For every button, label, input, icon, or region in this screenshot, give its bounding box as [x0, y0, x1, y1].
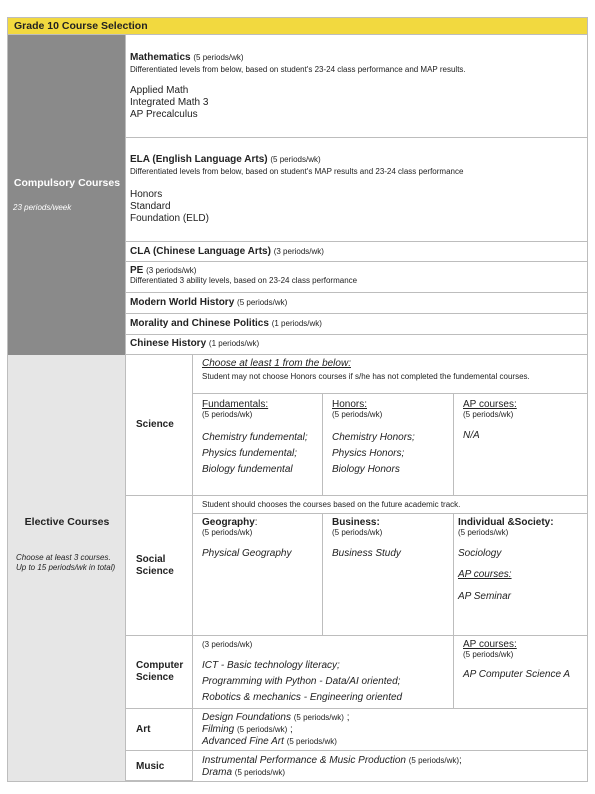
ela-desc: Differentiated levels from below, based on student's MAP results and 23-24 class performance	[130, 167, 464, 176]
pe-desc: Differentiated 3 ability levels, based on 23-24 class performance	[130, 276, 358, 285]
cs-ap: AP courses: (5 periods/wk) AP Computer Science A	[463, 639, 585, 680]
math-periods: (5 periods/wk)	[193, 53, 244, 62]
social-area	[193, 496, 587, 636]
science-fundamentals: Fundamentals: (5 periods/wk) Chemistry fundemental; Physics fundemental; Biology fundemental	[202, 399, 320, 478]
cs-area	[193, 636, 587, 709]
elective-title: Elective Courses	[24, 516, 110, 528]
course-item: Drama (5 periods/wk)	[202, 767, 286, 778]
cla-periods: (3 periods/wk)	[273, 247, 324, 256]
social-individual-society: Individual &Society: (5 periods/wk) Sociology AP courses: AP Seminar	[458, 517, 583, 602]
science-instruction: Choose at least 1 from the below:	[202, 358, 351, 369]
cla-name: CLA (Chinese Language Arts)	[130, 246, 271, 257]
music-area	[193, 751, 587, 781]
course-item: Sociology	[458, 548, 502, 559]
row-mathematics	[126, 35, 587, 138]
row-pe	[126, 262, 587, 293]
ela-level: Honors	[130, 189, 163, 200]
ela-level: Standard	[130, 201, 171, 212]
row-ela	[126, 138, 587, 242]
row-chinese-history	[126, 335, 587, 355]
compulsory-note: 23 periods/week	[13, 203, 72, 212]
course-item: Physics fundemental;	[202, 448, 298, 459]
social-rule: Student should chooses the courses based on the future academic track.	[202, 500, 461, 509]
ela-name: ELA (English Language Arts)	[130, 154, 268, 165]
subject-science: Science	[126, 355, 193, 496]
course-item: Physics Honors;	[332, 448, 405, 459]
subject-art: Art	[126, 709, 193, 751]
elective-section-label	[8, 355, 126, 781]
math-level: Applied Math	[130, 85, 189, 96]
elective-note: Choose at least 3 courses. Up to 15 periods/wk in total)	[16, 553, 116, 572]
course-item: Biology fundemental	[202, 464, 293, 475]
course-item: Programming with Python - Data/AI oriented;	[202, 676, 401, 687]
row-morality-politics	[126, 314, 587, 335]
mwh-name: Modern World History	[130, 297, 235, 308]
course-item: Instrumental Performance & Music Production (5 periods/wk);	[202, 755, 462, 766]
row-modern-world-history	[126, 293, 587, 314]
course-item: Chemistry fundemental;	[202, 432, 308, 443]
science-honors: Honors: (5 periods/wk) Chemistry Honors; Physics Honors; Biology Honors	[332, 399, 450, 478]
course-item: Filming (5 periods/wk) ;	[202, 724, 293, 735]
math-desc: Differentiated levels from below, based on student's 23-24 class performance and MAP results.	[130, 65, 466, 74]
pe-periods: (3 periods/wk)	[146, 266, 197, 275]
ch-name: Chinese History	[130, 338, 207, 349]
art-area	[193, 709, 587, 751]
ela-periods: (5 periods/wk)	[270, 155, 321, 164]
cs-periods: (3 periods/wk)	[202, 640, 253, 649]
course-item: Advanced Fine Art (5 periods/wk)	[202, 736, 337, 747]
science-ap: AP courses: (5 periods/wk) N/A	[463, 399, 581, 441]
pe-name: PE	[130, 265, 144, 276]
social-business: Business: (5 periods/wk) Business Study	[332, 517, 450, 559]
course-item: AP Seminar	[458, 591, 511, 602]
course-item: ICT - Basic technology literacy;	[202, 660, 340, 671]
compulsory-section-label	[8, 35, 126, 355]
subject-computer-science: Computer Science	[126, 636, 193, 709]
course-item: N/A	[463, 430, 480, 441]
mcp-periods: (1 periods/wk)	[271, 319, 322, 328]
science-rule: Student may not choose Honors courses if s/he has not completed the fundemental courses.	[202, 372, 530, 381]
course-item: AP Computer Science A	[463, 669, 571, 680]
subject-music: Music	[126, 751, 193, 781]
science-area	[193, 355, 587, 496]
course-item: Biology Honors	[332, 464, 400, 475]
course-item: Chemistry Honors;	[332, 432, 415, 443]
mcp-name: Morality and Chinese Politics	[130, 318, 269, 329]
row-cla	[126, 242, 587, 262]
course-item: Physical Geography	[202, 548, 292, 559]
course-item: Robotics & mechanics - Engineering oriented	[202, 692, 403, 703]
social-geography: Geography: (5 periods/wk) Physical Geography	[202, 517, 320, 559]
math-level: Integrated Math 3	[130, 97, 209, 108]
ela-level: Foundation (ELD)	[130, 213, 209, 224]
subject-social-science: Social Science	[126, 496, 193, 636]
course-item: Business Study	[332, 548, 401, 559]
mwh-periods: (5 periods/wk)	[237, 298, 288, 307]
page-title: Grade 10 Course Selection	[8, 18, 587, 35]
compulsory-title: Compulsory Courses	[13, 177, 121, 189]
math-name: Mathematics	[130, 52, 191, 63]
course-item: Design Foundations (5 periods/wk) ;	[202, 712, 350, 723]
ch-periods: (1 periods/wk)	[208, 339, 260, 348]
math-level: AP Precalculus	[130, 109, 198, 120]
